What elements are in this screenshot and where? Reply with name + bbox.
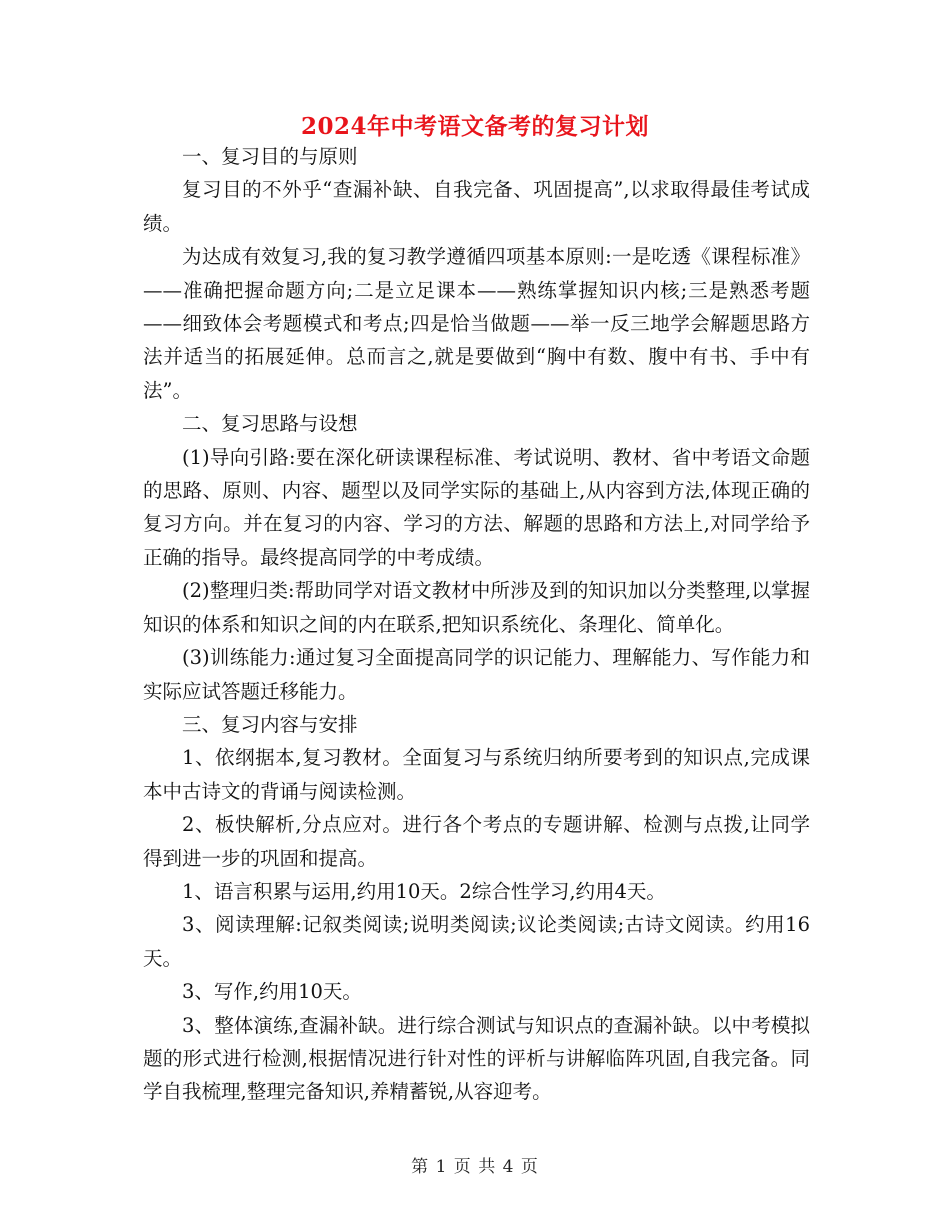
section-heading-3: 三、复习内容与安排 <box>182 712 358 736</box>
paragraph: 为达成有效复习,我的复习教学遵循四项基本原则:一是吃透《课程标准》——准确把握命题方向;二是立足课本——熟练掌握知识内核;三是熟悉考题——细致体会考题模式和考点;四是恰当做题——举一反三地学会解题思路方法并适当的拓展延伸。总而言之,就是要做到“胸中有数、腹中有书、手中有法”。 <box>143 245 810 402</box>
page-footer: 第 1 页 共 4 页 <box>411 1157 539 1177</box>
paragraph: (3)训练能力:通过复习全面提高同学的识记能力、理解能力、写作能力和实际应试答题迁移能力。 <box>143 646 810 703</box>
section-heading-1: 一、复习目的与原则 <box>182 145 358 168</box>
document-title: 2024年中考语文备考的复习计划 <box>300 113 649 140</box>
paragraph: 1、依纲据本,复习教材。全面复习与系统归纳所要考到的知识点,完成课本中古诗文的背诵与阅读检测。 <box>143 746 810 803</box>
paragraph: (2)整理归类:帮助同学对语文教材中所涉及到的知识加以分类整理,以掌握知识的体系和知识之间的内在联系,把知识系统化、条理化、简单化。 <box>143 579 810 636</box>
paragraph: 3、写作,约用10天。 <box>182 980 362 1004</box>
paragraph: 3、整体演练,查漏补缺。进行综合测试与知识点的查漏补缺。以中考模拟题的形式进行检测,根据情况进行针对性的评析与讲解临阵巩固,自我完备。同学自我梳理,整理完备知识,养精蓄锐,从容迎考。 <box>143 1013 810 1104</box>
document-body <box>143 140 810 1109</box>
paragraph: 2、板快解析,分点应对。进行各个考点的专题讲解、检测与点拨,让同学得到进一步的巩固和提高。 <box>143 813 810 870</box>
paragraph: 复习目的不外乎“查漏补缺、自我完备、巩固提高”,以求取得最佳考试成绩。 <box>143 178 810 235</box>
section-heading-2: 二、复习思路与设想 <box>182 412 358 436</box>
paragraph: (1)导向引路:要在深化研读课程标准、考试说明、教材、省中考语文命题的思路、原则、内容、题型以及同学实际的基础上,从内容到方法,体现正确的复习方向。并在复习的内容、学习的方法、解题的思路和方法上,对同学给予正确的指导。最终提高同学的中考成绩。 <box>143 445 810 569</box>
paragraph: 1、语言积累与运用,约用10天。2综合性学习,约用4天。 <box>182 879 666 903</box>
paragraph: 3、阅读理解:记叙类阅读;说明类阅读;议论类阅读;古诗文阅读。约用16天。 <box>143 913 810 970</box>
